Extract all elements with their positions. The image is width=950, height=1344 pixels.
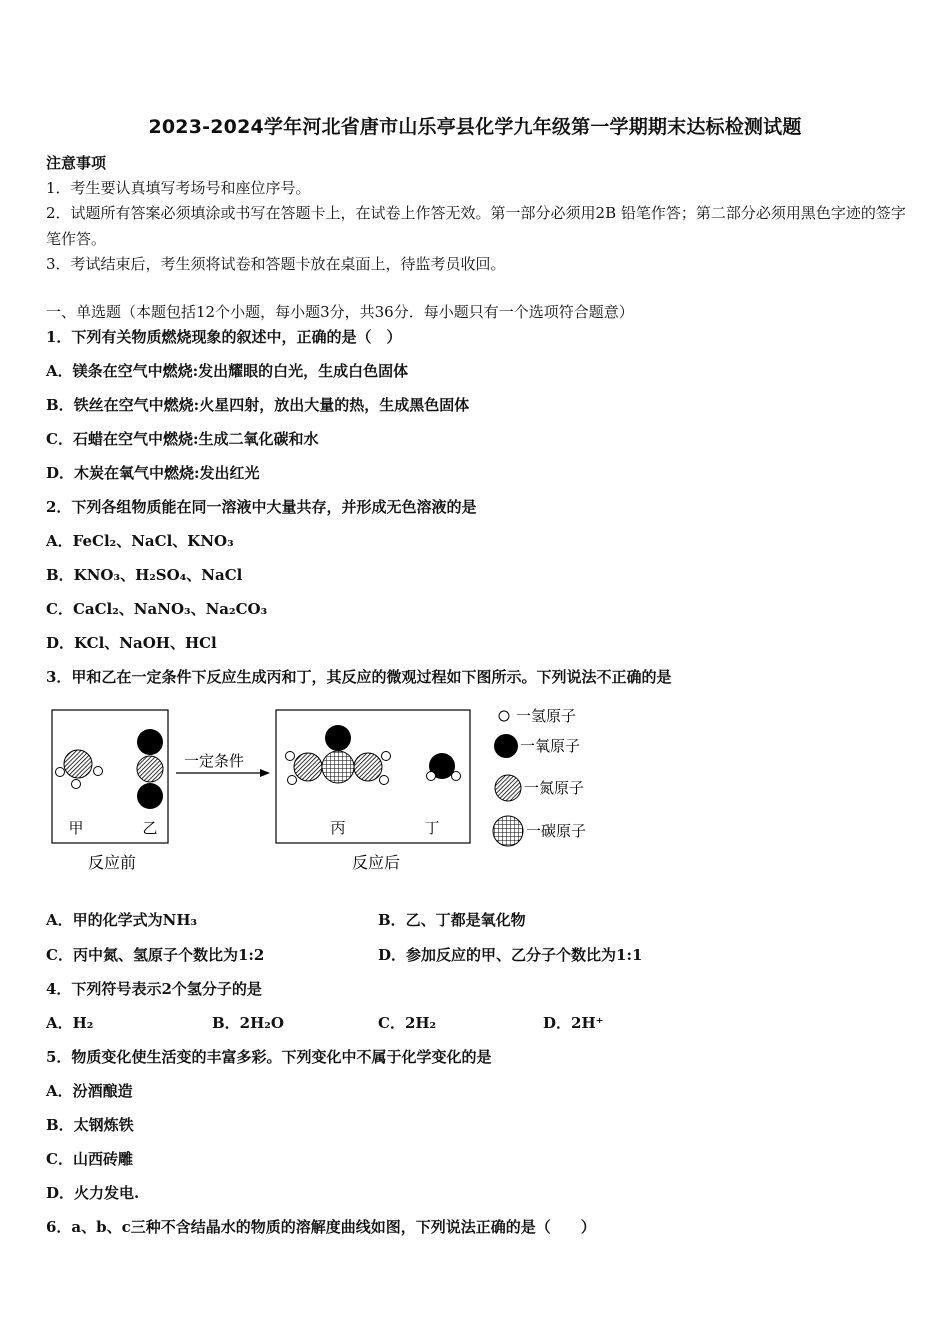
legend-hydrogen-icon [499,711,509,721]
option: A．H₂ [46,1014,94,1032]
notice-heading: 注意事项 [46,154,107,172]
legend-oxygen-icon [494,734,518,758]
option: A．甲的化学式为NH₃ [46,911,198,929]
hydrogen-atom [427,772,436,781]
oxygen-atom [137,783,163,809]
option: B．太钢炼铁 [46,1116,134,1134]
section-heading: 一、单选题（本题包括12个小题，每小题3分，共36分．每小题只有一个选项符合题意） [46,303,634,321]
legend-carbon: 一碳原子 [526,822,587,840]
notice-item: 3．考试结束后，考生须将试卷和答题卡放在桌面上，待监考员收回。 [46,255,506,273]
option: C．2H₂ [378,1014,437,1032]
nitrogen-atom [294,753,322,781]
option: C．石蜡在空气中燃烧:生成二氧化碳和水 [46,430,319,448]
legend-hydrogen: 一氢原子 [516,707,577,725]
option: D．KCl、NaOH、HCl [46,634,217,652]
question-stem: 4．下列符号表示2个氢分子的是 [46,980,262,998]
hydrogen-atom [72,780,81,789]
question-stem: 6．a、b、c三种不含结晶水的物质的溶解度曲线如图，下列说法正确的是（ ） [46,1218,596,1236]
label-yi: 乙 [142,819,158,837]
option: A．FeCl₂、NaCl、KNO₃ [46,532,234,550]
label-before: 反应前 [87,853,137,872]
option: D．2H⁺ [543,1014,604,1032]
legend-oxygen: 一氧原子 [520,737,581,755]
carbon-atom [322,751,354,783]
option: C．CaCl₂、NaNO₃、Na₂CO₃ [46,600,268,618]
reaction-diagram [46,700,626,880]
hydrogen-atom [94,767,103,776]
option: D．火力发电. [46,1184,140,1202]
arrow-head [260,769,270,777]
question-stem: 2．下列各组物质能在同一溶液中大量共存，并形成无色溶液的是 [46,498,477,516]
question-stem: 3．甲和乙在一定条件下反应生成丙和丁，其反应的微观过程如下图所示。下列说法不正确的是 [46,668,672,686]
option: B．乙、丁都是氧化物 [378,911,526,929]
legend-nitrogen-icon [495,775,521,801]
option: B．KNO₃、H₂SO₄、NaCl [46,566,243,584]
label-jia: 甲 [68,819,84,837]
oxygen-atom [325,725,351,751]
question-stem: 5．物质变化使生活变的丰富多彩。下列变化中不属于化学变化的是 [46,1048,492,1066]
nitrogen-atom [137,756,163,782]
condition-label: 一定条件 [183,752,245,770]
notice-item: 1．考生要认真填写考场号和座位序号。 [46,179,311,197]
option: D．木炭在氧气中燃烧:发出红光 [46,464,260,482]
label-ding: 丁 [424,819,440,837]
oxygen-atom [137,729,163,755]
hydrogen-atom [56,768,65,777]
nitrogen-atom [64,750,92,778]
hydrogen-atom [382,752,391,761]
label-after: 反应后 [351,853,401,872]
option: B．铁丝在空气中燃烧:火星四射，放出大量的热，生成黑色固体 [46,396,470,414]
notice-item: 2．试题所有答案必须填涂或书写在答题卡上，在试卷上作答无效。第一部分必须用2B 铅笔作答；第二部分必须用黑色字迹的签字笔作答。 [46,204,906,248]
question-stem: 1．下列有关物质燃烧现象的叙述中，正确的是（ ） [46,328,402,346]
legend-carbon-icon [493,816,523,846]
hydrogen-atom [286,752,295,761]
hydrogen-atom [452,772,461,781]
option: A．镁条在空气中燃烧:发出耀眼的白光，生成白色固体 [46,362,409,380]
hydrogen-atom [380,776,389,785]
label-bing: 丙 [330,819,346,837]
option: C．丙中氮、氢原子个数比为1:2 [46,946,265,964]
legend-nitrogen: 一氮原子 [524,779,585,797]
option: B．2H₂O [212,1014,284,1032]
option: A．汾酒酿造 [46,1082,133,1100]
page-title: 2023-2024学年河北省唐市山乐亭县化学九年级第一学期期末达标检测试题 [148,116,802,138]
nitrogen-atom [354,753,382,781]
option: D．参加反应的甲、乙分子个数比为1:1 [378,946,643,964]
hydrogen-atom [288,776,297,785]
option: C．山西砖雕 [46,1150,133,1168]
